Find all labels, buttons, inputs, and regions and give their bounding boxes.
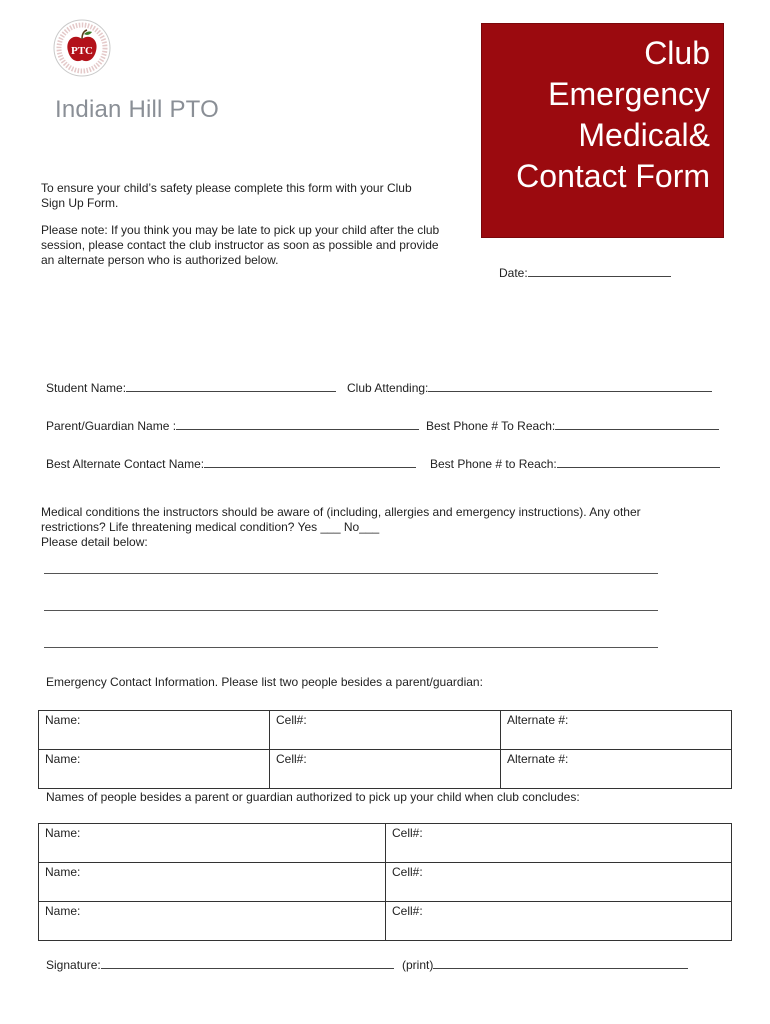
intro-text: To ensure your child’s safety please complete this form with your Club Sign Up Form. bbox=[41, 181, 412, 210]
table-row bbox=[39, 750, 732, 789]
cell-number-cell[interactable]: Cell#: bbox=[270, 711, 501, 750]
print-name-line[interactable] bbox=[433, 957, 688, 969]
title-line: Medical& bbox=[578, 117, 710, 153]
medical-detail-line[interactable] bbox=[44, 610, 658, 611]
pickup-authorized-label: Names of people besides a parent or guardian authorized to pick up your child when club concludes: bbox=[46, 790, 580, 804]
signature-field[interactable] bbox=[46, 957, 394, 972]
alt-contact-label: Best Alternate Contact Name: bbox=[46, 457, 205, 471]
best-phone-line[interactable] bbox=[555, 418, 719, 430]
print-label: (print) bbox=[402, 958, 434, 972]
date-line[interactable] bbox=[528, 265, 671, 277]
cell-number-cell[interactable]: Cell#: bbox=[386, 902, 732, 941]
table-row bbox=[39, 902, 732, 941]
title-line: Contact Form bbox=[516, 158, 710, 194]
late-pickup-note: Please note: If you think you may be late to pick up your child after the club session, please contact the club instructor as soon as possible and provide an alternate person who is authorized below. bbox=[41, 223, 440, 267]
club-attending-field[interactable] bbox=[347, 380, 712, 395]
date-field[interactable] bbox=[499, 265, 671, 280]
name-cell[interactable]: Name: bbox=[39, 824, 386, 863]
emergency-contact-label: Emergency Contact Information. Please list two people besides a parent/guardian: bbox=[46, 675, 483, 689]
name-cell[interactable]: Name: bbox=[39, 863, 386, 902]
medical-text-line: Please detail below: bbox=[41, 535, 148, 549]
print-name-field[interactable] bbox=[402, 957, 688, 972]
form-title bbox=[516, 33, 710, 197]
student-name-field[interactable] bbox=[46, 380, 336, 395]
title-line: Club bbox=[644, 35, 710, 71]
pickup-authorized-table bbox=[38, 823, 732, 941]
alternate-number-cell[interactable]: Alternate #: bbox=[501, 711, 732, 750]
alt-phone-line[interactable] bbox=[557, 456, 720, 468]
apple-logo-icon bbox=[52, 18, 112, 78]
name-cell[interactable]: Name: bbox=[39, 902, 386, 941]
medical-text-line: restrictions? Life threatening medical condition? Yes ___ No___ bbox=[41, 520, 380, 534]
name-cell[interactable]: Name: bbox=[39, 750, 270, 789]
signature-label: Signature: bbox=[46, 958, 101, 972]
name-cell[interactable]: Name: bbox=[39, 711, 270, 750]
org-name: Indian Hill PTO bbox=[55, 96, 219, 123]
student-name-line[interactable] bbox=[126, 380, 336, 392]
parent-name-field[interactable] bbox=[46, 418, 419, 433]
best-phone-field[interactable] bbox=[426, 418, 719, 433]
pto-logo bbox=[52, 18, 112, 78]
club-attending-label: Club Attending: bbox=[347, 381, 429, 395]
title-line: Emergency bbox=[548, 76, 710, 112]
table-row bbox=[39, 711, 732, 750]
alt-phone-field[interactable] bbox=[430, 456, 720, 471]
medical-detail-line[interactable] bbox=[44, 573, 658, 574]
best-phone-label: Best Phone # To Reach: bbox=[426, 419, 556, 433]
cell-number-cell[interactable]: Cell#: bbox=[386, 824, 732, 863]
alt-contact-line[interactable] bbox=[204, 456, 416, 468]
alt-phone-label: Best Phone # to Reach: bbox=[430, 457, 557, 471]
table-row bbox=[39, 824, 732, 863]
parent-name-label: Parent/Guardian Name : bbox=[46, 419, 177, 433]
medical-conditions-text bbox=[41, 505, 691, 550]
cell-number-cell[interactable]: Cell#: bbox=[386, 863, 732, 902]
alt-contact-field[interactable] bbox=[46, 456, 416, 471]
date-label: Date: bbox=[499, 266, 528, 280]
club-attending-line[interactable] bbox=[428, 380, 712, 392]
signature-line[interactable] bbox=[101, 957, 394, 969]
student-name-label: Student Name: bbox=[46, 381, 127, 395]
svg-text:PTC: PTC bbox=[71, 45, 93, 57]
medical-text-line: Medical conditions the instructors should be aware of (including, allergies and emergency instructions). Any other bbox=[41, 505, 641, 519]
alternate-number-cell[interactable]: Alternate #: bbox=[501, 750, 732, 789]
emergency-contact-table bbox=[38, 710, 732, 789]
table-row bbox=[39, 863, 732, 902]
form-title-box bbox=[481, 23, 724, 238]
cell-number-cell[interactable]: Cell#: bbox=[270, 750, 501, 789]
medical-detail-line[interactable] bbox=[44, 647, 658, 648]
parent-name-line[interactable] bbox=[176, 418, 419, 430]
